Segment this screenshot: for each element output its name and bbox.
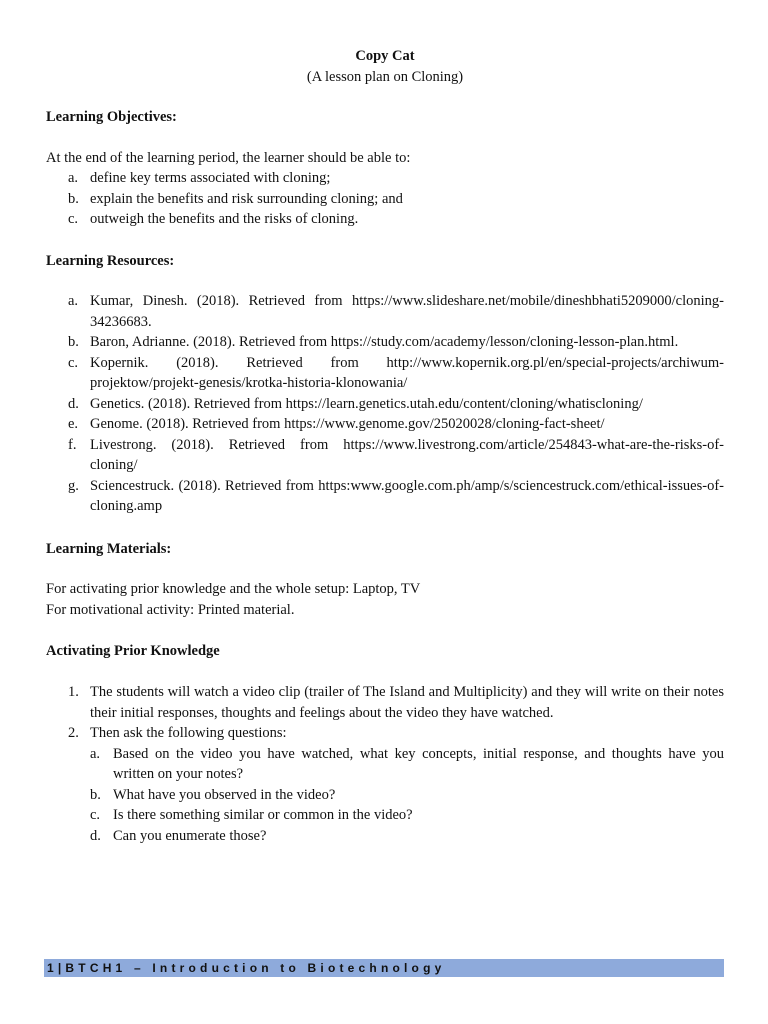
list-item: c. Kopernik. (2018). Retrieved from http://www.kopernik.org.pl/en/special-projects/archiwum-projektow/projekt-genesis/krotka-historia-klonowania/ <box>68 354 724 391</box>
prior-knowledge-heading: Activating Prior Knowledge <box>46 643 220 659</box>
resources-heading: Learning Resources: <box>46 253 175 269</box>
prior-knowledge-list <box>46 682 724 846</box>
page-footer: 1|BTCH1 – Introduction to Biotechnology <box>44 959 724 977</box>
objectives-heading: Learning Objectives: <box>46 109 177 125</box>
list-item: b. Baron, Adrianne. (2018). Retrieved from https://study.com/academy/lesson/cloning-lesson-plan.html. <box>68 334 679 350</box>
page-subtitle: (A lesson plan on Cloning) <box>306 69 464 85</box>
list-item: d. Genetics. (2018). Retrieved from https://learn.genetics.utah.edu/content/cloning/whatiscloning/ <box>68 395 643 412</box>
objectives-intro: At the end of the learning period, the learner should be able to: <box>46 150 411 166</box>
list-item: 1. The students will watch a video clip (trailer of The Island and Multiplicity) and they will write on their notes their initial responses, thoughts and feelings about the video they have watched. <box>68 684 724 721</box>
sub-list-item: a. Based on the video you have watched, what key concepts, initial response, and thoughts have you written on your notes? <box>90 745 724 782</box>
materials-line: For activating prior knowledge and the whole setup: Laptop, TV <box>46 581 421 597</box>
sub-list-item: c. Is there something similar or common in the video? <box>90 807 413 823</box>
sub-list-item: b. What have you observed in the video? <box>90 786 336 803</box>
objectives-list <box>46 168 724 230</box>
materials-heading: Learning Materials: <box>46 541 172 557</box>
list-item: b. explain the benefits and risk surrounding cloning; and <box>68 190 403 207</box>
list-item: a. define key terms associated with cloning; <box>68 170 331 186</box>
list-item: g. Sciencestruck. (2018). Retrieved from https:www.google.com.ph/amp/s/sciencestruck.com/ethical-issues-of-cloning.amp <box>68 477 724 514</box>
list-item: f. Livestrong. (2018). Retrieved from https://www.livestrong.com/article/254843-what-are-the-risks-of-cloning/ <box>68 436 724 473</box>
list-item: 2. Then ask the following questions: <box>68 725 287 741</box>
list-item: c. outweigh the benefits and the risks of cloning. <box>68 211 359 227</box>
sub-list-item: d. Can you enumerate those? <box>90 827 267 844</box>
page-title: Copy Cat <box>355 48 415 64</box>
list-item: e. Genome. (2018). Retrieved from https://www.genome.gov/25020028/cloning-fact-sheet/ <box>68 416 605 432</box>
resources-list <box>46 291 724 517</box>
materials-line: For motivational activity: Printed material. <box>46 602 295 618</box>
list-item: a. Kumar, Dinesh. (2018). Retrieved from https://www.slideshare.net/mobile/dineshbhati5209000/cloning-34236683. <box>68 293 724 330</box>
